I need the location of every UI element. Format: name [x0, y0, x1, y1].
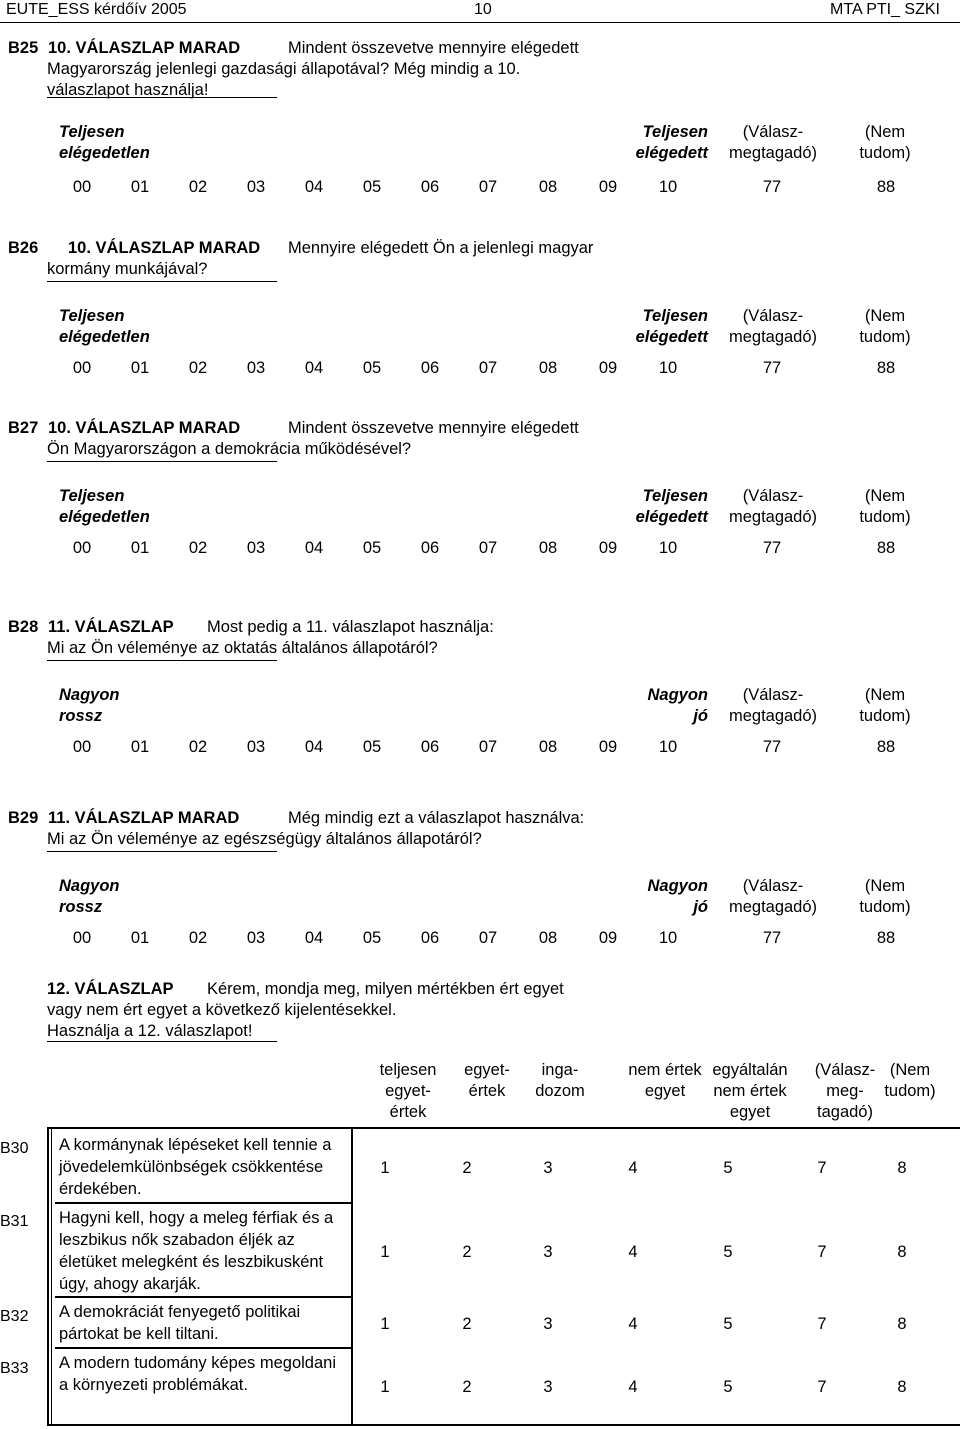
scale-code: 88	[876, 359, 896, 377]
scale-code: 04	[304, 178, 324, 196]
scale-code: 03	[246, 359, 266, 377]
question-b25	[0, 38, 960, 218]
refused-label-line2: megtagadó)	[728, 328, 818, 346]
scale-code: 10	[658, 929, 678, 947]
high-anchor-line1: Nagyon	[647, 877, 708, 895]
refused-label-line1: (Válasz-	[742, 123, 804, 141]
low-anchor-line1: Teljesen	[59, 307, 125, 325]
scale-code: 00	[72, 738, 92, 756]
showcard-tag: 10. VÁLASZLAP MARAD	[68, 239, 261, 257]
low-anchor-line2: rossz	[59, 707, 103, 725]
refused-label-line1: (Válasz-	[742, 487, 804, 505]
matrix-divider	[351, 1129, 353, 1424]
header-doc-title: EUTE_ESS kérdőív 2005	[6, 1, 187, 18]
scale-code: 77	[762, 539, 782, 557]
dontknow-label-line2: tudom)	[859, 144, 911, 162]
response-code: 8	[897, 1243, 907, 1261]
scale-code: 09	[598, 929, 618, 947]
dontknow-label-line2: tudom)	[859, 508, 911, 526]
refused-label-line2: megtagadó)	[728, 707, 818, 725]
scale-code: 09	[598, 359, 618, 377]
response-code: 2	[462, 1378, 472, 1396]
scale-code: 04	[304, 539, 324, 557]
response-code: 7	[817, 1243, 827, 1261]
response-code: 2	[462, 1315, 472, 1333]
question-underline	[47, 97, 277, 98]
question-text: kormány munkájával?	[47, 260, 208, 278]
scale-code: 10	[658, 178, 678, 196]
dontknow-label-line1: (Nem	[864, 307, 906, 325]
scale-code: 08	[538, 359, 558, 377]
scale-code: 88	[876, 539, 896, 557]
question-text-line1: Mennyire elégedett Ön a jelenlegi magyar	[288, 239, 594, 257]
matrix-left-rule	[51, 1129, 52, 1424]
scale-code: 88	[876, 929, 896, 947]
response-code: 5	[723, 1378, 733, 1396]
agreement-matrix	[47, 1127, 960, 1426]
scale-code: 07	[478, 539, 498, 557]
response-code: 2	[462, 1243, 472, 1261]
low-anchor-line1: Teljesen	[59, 487, 125, 505]
response-code: 3	[543, 1315, 553, 1333]
low-anchor-line2: elégedetlen	[59, 144, 150, 162]
scale-code: 08	[538, 929, 558, 947]
question-id: B25	[8, 39, 39, 57]
question-id: B28	[8, 618, 39, 636]
scale-code: 01	[130, 738, 150, 756]
question-underline	[47, 281, 277, 282]
scale-code: 02	[188, 539, 208, 557]
scale-code: 10	[658, 359, 678, 377]
scale-code: 01	[130, 929, 150, 947]
matrix-column-header: nem értek egyet	[628, 1061, 702, 1100]
scale-code: 00	[72, 929, 92, 947]
low-anchor-line1: Nagyon	[59, 877, 120, 895]
scale-code: 06	[420, 359, 440, 377]
scale-code: 00	[72, 178, 92, 196]
scale-code: 07	[478, 178, 498, 196]
response-code: 5	[723, 1315, 733, 1333]
response-code: 5	[723, 1159, 733, 1177]
scale-code: 02	[188, 929, 208, 947]
matrix-column-header: (Válasz- meg- tagadó)	[814, 1061, 876, 1121]
scale-code: 00	[72, 359, 92, 377]
scale-code: 03	[246, 738, 266, 756]
refused-label-line1: (Válasz-	[742, 307, 804, 325]
scale-code: 00	[72, 539, 92, 557]
response-code: 5	[723, 1243, 733, 1261]
header-organization: MTA PTI_ SZKI	[830, 1, 940, 18]
response-code: 4	[628, 1243, 638, 1261]
scale-code: 06	[420, 539, 440, 557]
question-text-line1: Még mindig ezt a válaszlapot használva:	[288, 809, 585, 827]
low-anchor-line2: elégedetlen	[59, 508, 150, 526]
scale-code: 88	[876, 178, 896, 196]
scale-code: 01	[130, 359, 150, 377]
question-b26	[0, 238, 960, 418]
row-separator	[55, 1347, 351, 1349]
high-anchor-line1: Nagyon	[647, 686, 708, 704]
response-code: 3	[543, 1378, 553, 1396]
scale-code: 09	[598, 738, 618, 756]
dontknow-label-line1: (Nem	[864, 487, 906, 505]
showcard-tag: 10. VÁLASZLAP MARAD	[48, 39, 241, 57]
high-anchor-line1: Teljesen	[642, 487, 708, 505]
dontknow-label-line1: (Nem	[864, 123, 906, 141]
matrix-column-header: egyáltalán nem értek egyet	[712, 1061, 788, 1121]
scale-code: 09	[598, 178, 618, 196]
response-code: 4	[628, 1315, 638, 1333]
scale-code: 01	[130, 178, 150, 196]
question-id: B27	[8, 419, 39, 437]
question-text: Ön Magyarországon a demokrácia működésével?	[47, 440, 412, 458]
statement-text: A modern tudomány képes megoldani a környezeti problémákat.	[59, 1354, 337, 1394]
scale-code: 05	[362, 539, 382, 557]
matrix-column-header: inga- dozom	[535, 1061, 585, 1100]
response-code: 3	[543, 1159, 553, 1177]
statement-text: A kormánynak lépéseket kell tennie a jövedelemkülönbségek csökkentése érdekében.	[59, 1136, 332, 1198]
question-text: Mi az Ön véleménye az egészségügy általános állapotáról?	[47, 830, 482, 848]
high-anchor-line2: elégedett	[635, 508, 708, 526]
scale-code: 09	[598, 539, 618, 557]
low-anchor-line2: rossz	[59, 898, 103, 916]
scale-code: 06	[420, 929, 440, 947]
refused-label-line2: megtagadó)	[728, 144, 818, 162]
response-code: 1	[380, 1315, 390, 1333]
refused-label-line2: megtagadó)	[728, 508, 818, 526]
statement-id: B32	[0, 1308, 29, 1325]
high-anchor-line2: elégedett	[635, 144, 708, 162]
response-code: 8	[897, 1315, 907, 1333]
showcard-tag: 10. VÁLASZLAP MARAD	[48, 419, 241, 437]
question-text-line1: Mindent összevetve mennyire elégedett	[288, 39, 579, 57]
scale-code: 02	[188, 359, 208, 377]
response-code: 1	[380, 1378, 390, 1396]
high-anchor-line1: Teljesen	[642, 307, 708, 325]
response-code: 4	[628, 1378, 638, 1396]
header-page-number: 10	[474, 1, 492, 18]
section-intro	[47, 979, 564, 1040]
response-code: 8	[897, 1378, 907, 1396]
page-header	[0, 0, 960, 23]
response-code: 1	[380, 1159, 390, 1177]
dontknow-label-line2: tudom)	[859, 707, 911, 725]
intro-tag: 12. VÁLASZLAP	[47, 980, 174, 998]
scale-code: 77	[762, 359, 782, 377]
question-underline	[47, 660, 277, 661]
scale-code: 05	[362, 178, 382, 196]
scale-code: 07	[478, 359, 498, 377]
statement-text: Hagyni kell, hogy a meleg férfiak és a leszbikus nők szabadon éljék az életüket melegként és leszbikusként úgy, ahogy akarják.	[59, 1209, 334, 1293]
statement-id: B31	[0, 1213, 29, 1230]
response-code: 7	[817, 1378, 827, 1396]
response-code: 7	[817, 1159, 827, 1177]
question-text: Mi az Ön véleménye az oktatás általános állapotáról?	[47, 639, 438, 657]
question-text-line1: Most pedig a 11. válaszlapot használja:	[207, 618, 494, 636]
refused-label-line1: (Válasz-	[742, 686, 804, 704]
scale-code: 77	[762, 738, 782, 756]
intro-line3: Használja a 12. válaszlapot!	[47, 1022, 253, 1040]
statement-id: B30	[0, 1140, 29, 1157]
question-id: B26	[8, 239, 39, 257]
scale-code: 03	[246, 178, 266, 196]
question-underline	[47, 851, 277, 852]
scale-code: 04	[304, 929, 324, 947]
refused-label-line2: megtagadó)	[728, 898, 818, 916]
question-text-line1: Mindent összevetve mennyire elégedett	[288, 419, 579, 437]
dontknow-label-line2: tudom)	[859, 328, 911, 346]
response-code: 7	[817, 1315, 827, 1333]
question-b29	[0, 808, 960, 988]
response-code: 1	[380, 1243, 390, 1261]
question-b28	[0, 617, 960, 797]
intro-underline	[47, 1041, 277, 1042]
scale-code: 07	[478, 929, 498, 947]
scale-code: 02	[188, 738, 208, 756]
high-anchor-line1: Teljesen	[642, 123, 708, 141]
scale-code: 02	[188, 178, 208, 196]
question-b27	[0, 418, 960, 598]
scale-code: 04	[304, 738, 324, 756]
scale-code: 03	[246, 539, 266, 557]
high-anchor-line2: jó	[693, 707, 708, 725]
scale-code: 88	[876, 738, 896, 756]
high-anchor-line2: elégedett	[635, 328, 708, 346]
scale-code: 06	[420, 738, 440, 756]
response-code: 3	[543, 1243, 553, 1261]
scale-code: 05	[362, 738, 382, 756]
intro-line1: Kérem, mondja meg, milyen mértékben ért egyet	[207, 980, 564, 998]
low-anchor-line2: elégedetlen	[59, 328, 150, 346]
dontknow-label-line1: (Nem	[864, 686, 906, 704]
dontknow-label-line2: tudom)	[859, 898, 911, 916]
low-anchor-line1: Teljesen	[59, 123, 125, 141]
scale-code: 77	[762, 929, 782, 947]
scale-code: 10	[658, 738, 678, 756]
scale-code: 08	[538, 539, 558, 557]
showcard-tag: 11. VÁLASZLAP MARAD	[48, 809, 240, 827]
scale-code: 05	[362, 929, 382, 947]
high-anchor-line2: jó	[693, 898, 708, 916]
scale-code: 77	[762, 178, 782, 196]
question-text: Magyarország jelenlegi gazdasági állapotával? Még mindig a 10. válaszlapot használja!	[47, 60, 521, 99]
intro-line2: vagy nem ért egyet a következő kijelentésekkel.	[47, 1001, 397, 1019]
scale-code: 06	[420, 178, 440, 196]
scale-code: 10	[658, 539, 678, 557]
matrix-column-header: teljesen egyet- értek	[379, 1061, 437, 1121]
statement-id: B33	[0, 1360, 29, 1377]
scale-code: 07	[478, 738, 498, 756]
dontknow-label-line1: (Nem	[864, 877, 906, 895]
matrix-column-header: (Nem tudom)	[884, 1061, 936, 1100]
statement-text: A demokráciát fenyegető politikai pártokat be kell tiltani.	[59, 1303, 301, 1343]
scale-code: 08	[538, 178, 558, 196]
scale-code: 04	[304, 359, 324, 377]
row-separator	[55, 1296, 351, 1298]
matrix-column-header: egyet- értek	[464, 1061, 510, 1100]
scale-code: 05	[362, 359, 382, 377]
response-code: 8	[897, 1159, 907, 1177]
question-underline	[47, 461, 277, 462]
showcard-tag: 11. VÁLASZLAP	[48, 618, 174, 636]
scale-code: 01	[130, 539, 150, 557]
question-id: B29	[8, 809, 39, 827]
low-anchor-line1: Nagyon	[59, 686, 120, 704]
scale-code: 03	[246, 929, 266, 947]
row-separator	[55, 1202, 351, 1204]
scale-code: 08	[538, 738, 558, 756]
response-code: 4	[628, 1159, 638, 1177]
response-code: 2	[462, 1159, 472, 1177]
refused-label-line1: (Válasz-	[742, 877, 804, 895]
